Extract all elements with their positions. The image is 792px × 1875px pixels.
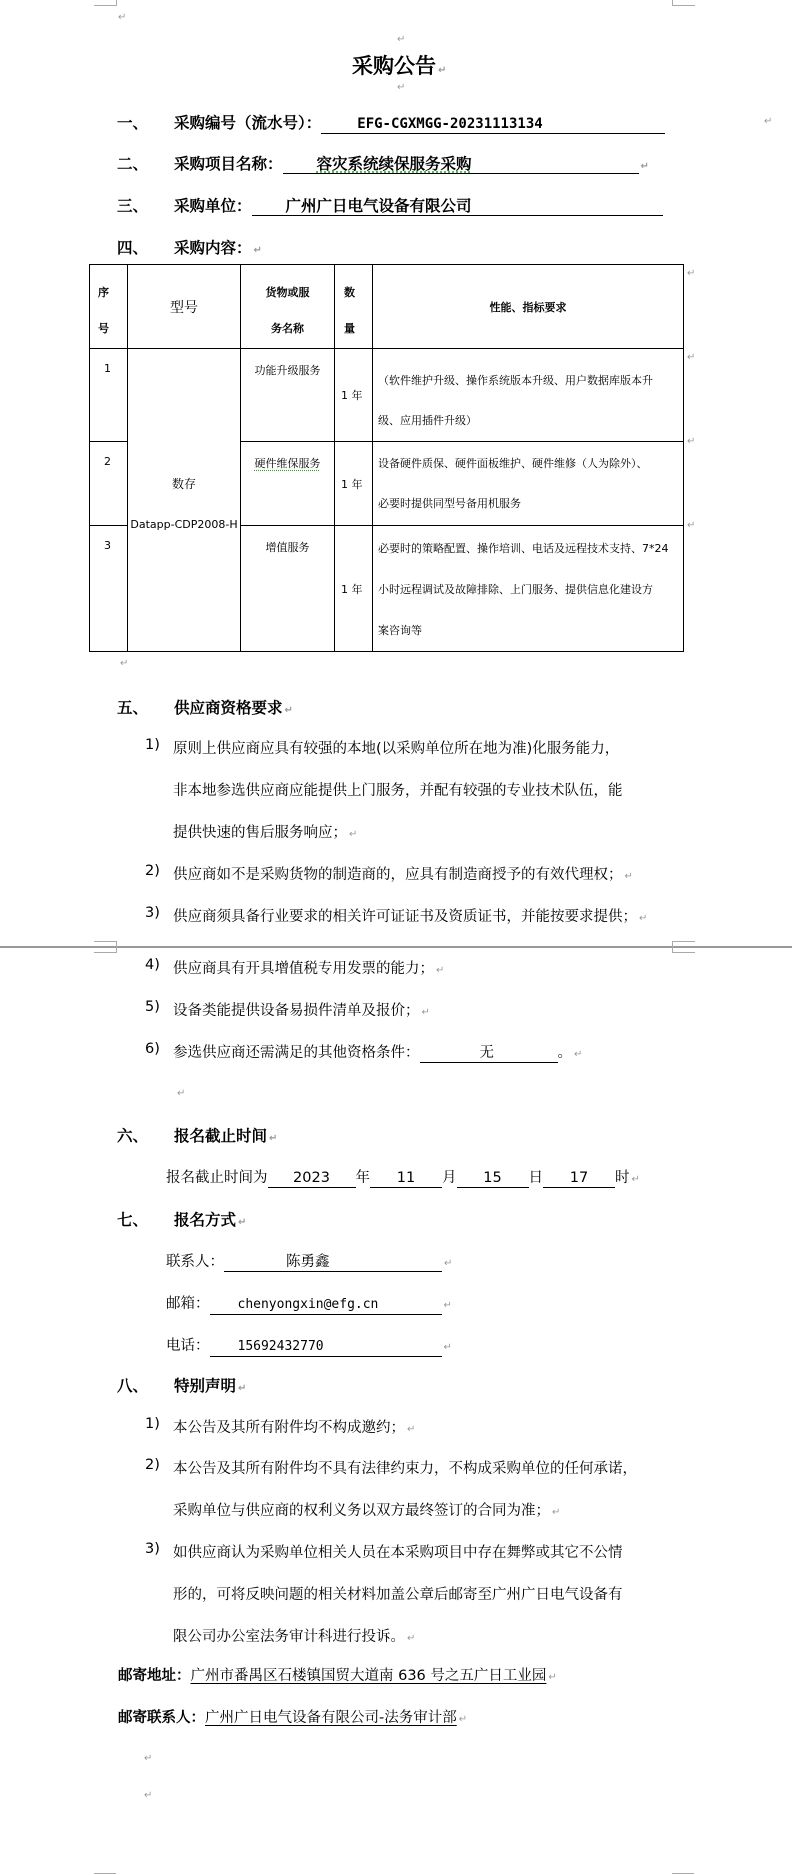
list-text: 本公告及其所有附件均不构成邀约； — [173, 1420, 405, 1436]
paragraph-mark: ↵ — [144, 1790, 153, 1801]
procurement-number-text: EFG-CGXMGG-20231113134 — [357, 116, 543, 132]
contact-person-line — [166, 1250, 452, 1272]
list-text: 采购单位与供应商的权利义务以双方最终签订的合同为准； — [173, 1503, 550, 1519]
list-text: 提供快速的售后服务响应； — [173, 825, 347, 841]
deadline-hour-unit: 时 — [615, 1170, 630, 1186]
paragraph-mark: ↵ — [349, 829, 358, 840]
row-qty — [335, 442, 373, 526]
list-number: 4) — [145, 957, 160, 973]
section-3 — [0, 194, 792, 214]
paragraph-mark: ↵ — [639, 913, 648, 924]
paragraph-mark: ↵ — [421, 1007, 430, 1018]
list-text: 供应商须具备行业要求的相关许可证证书及资质证书，并能按要求提供； — [173, 909, 637, 925]
project-name-label: 采购项目名称： — [174, 154, 283, 173]
list-number: 3) — [145, 905, 160, 921]
paragraph-mark: ↵ — [177, 1088, 186, 1099]
header-name-line2: 务名称 — [271, 322, 304, 335]
table-row — [90, 349, 684, 442]
contact-phone-value — [210, 1338, 442, 1357]
procurement-number-value — [321, 115, 665, 134]
section-label — [174, 111, 665, 134]
row-seq-text: 1 — [104, 362, 111, 375]
section-8 — [0, 1374, 792, 1394]
contact-email-line — [166, 1292, 452, 1315]
list-text: 参选供应商还需满足的其他资格条件： — [173, 1045, 420, 1061]
row-qty-text: 1 年 — [341, 477, 363, 491]
list-text-wrap — [173, 1041, 582, 1063]
section-number: 二、 — [117, 154, 149, 173]
paragraph-mark: ↵ — [574, 1049, 583, 1060]
deadline-day-text: 15 — [483, 1170, 502, 1186]
row-qty — [335, 526, 373, 652]
model-cell — [128, 349, 241, 652]
paragraph-mark: ↵ — [144, 1753, 153, 1764]
paragraph-mark: ↵ — [438, 65, 447, 76]
row-spec-line: 小时远程调试及故障排除、上门服务、提供信息化建设方 — [378, 583, 653, 596]
row-spec-line: 案咨询等 — [378, 624, 422, 637]
row-spec-line: （软件维护升级、操作系统版本升级、用户数据库版本升 — [378, 374, 653, 387]
contact-email-text: chenyongxin@efg.cn — [237, 1297, 379, 1312]
page-corner-mark-top-left — [94, 0, 117, 6]
mail-address-value: 广州市番禺区石楼镇国贸大道南 636 号之五广日工业园 — [190, 1668, 547, 1684]
paragraph-mark: ↵ — [631, 1174, 640, 1185]
list-number: 6) — [145, 1041, 160, 1057]
row-spec — [373, 349, 684, 442]
list-text-wrap — [173, 999, 430, 1020]
list-text-wrap — [173, 1416, 415, 1437]
paragraph-mark: ↵ — [764, 116, 773, 127]
section-6 — [0, 1124, 792, 1144]
deadline-day — [457, 1169, 529, 1188]
deadline-month-unit: 月 — [442, 1170, 457, 1186]
page-corner-mark — [94, 941, 117, 953]
row-spec — [373, 442, 684, 526]
contact-email-value — [210, 1296, 442, 1315]
header-model — [128, 265, 241, 349]
deadline-hour — [543, 1169, 615, 1188]
purchasing-unit-label: 采购单位： — [174, 196, 252, 215]
header-name — [241, 265, 335, 349]
list-text: 原则上供应商应具有较强的本地(以采购单位所在地为准)化服务能力， — [173, 741, 620, 757]
list-text: 如供应商认为采购单位相关人员在本采购项目中存在舞弊或其它不公情 — [173, 1545, 623, 1561]
list-number: 5) — [145, 999, 160, 1015]
section-number: 六、 — [117, 1126, 149, 1145]
paragraph-mark: ↵ — [687, 520, 696, 531]
deadline-year — [268, 1169, 356, 1188]
paragraph-mark: ↵ — [640, 161, 649, 172]
row-name-text: 硬件维保服务 — [254, 457, 321, 470]
list-text-wrap — [173, 863, 633, 884]
list-number: 1) — [145, 1416, 160, 1432]
row-qty-text: 1 年 — [341, 389, 363, 402]
registration-heading: 报名方式 — [174, 1210, 237, 1229]
section-number: 四、 — [117, 238, 149, 257]
paragraph-mark: ↵ — [284, 705, 293, 716]
deadline-month-text: 11 — [396, 1170, 416, 1186]
section-number: 七、 — [117, 1210, 149, 1229]
row-seq-text: 2 — [104, 455, 111, 468]
qualification-heading: 供应商资格要求 — [174, 698, 283, 717]
mail-address-label: 邮寄地址： — [118, 1667, 191, 1684]
header-seq-line2: 号 — [98, 322, 109, 335]
mail-contact-line — [118, 1706, 467, 1727]
paragraph-mark: ↵ — [407, 1424, 416, 1435]
deadline-hour-text: 17 — [569, 1170, 589, 1186]
procurement-table — [89, 264, 684, 652]
section-5 — [0, 696, 792, 716]
header-qty-line1: 数 — [344, 286, 355, 299]
list-text-wrap — [173, 957, 444, 978]
paragraph-mark: ↵ — [436, 965, 445, 976]
mail-contact-value: 广州广日电气设备有限公司-法务审计部 — [205, 1710, 457, 1726]
deadline-line — [166, 1166, 640, 1188]
list-number: 3) — [145, 1541, 160, 1557]
list-text-last — [173, 821, 357, 842]
paragraph-mark: ↵ — [458, 1714, 468, 1725]
row-seq — [90, 442, 128, 526]
deadline-year-text: 2023 — [293, 1170, 330, 1186]
other-conditions-text: 无 — [479, 1045, 494, 1061]
header-qty-line2: 量 — [344, 322, 355, 335]
contact-person-text: 陈勇鑫 — [286, 1254, 330, 1270]
page-corner-mark-top-right — [672, 0, 695, 6]
contact-person-label: 联系人： — [166, 1254, 224, 1270]
row-qty-text: 1 年 — [341, 582, 363, 596]
section-label — [174, 1374, 246, 1396]
section-7 — [0, 1208, 792, 1228]
list-text: 形的，可将反映问题的相关材料加盖公章后邮寄至广州广日电气设备有 — [173, 1587, 623, 1603]
paragraph-mark: ↵ — [269, 1133, 278, 1144]
deadline-prefix: 报名截止时间为 — [166, 1170, 268, 1186]
row-name — [241, 442, 335, 526]
purchasing-unit-text: 广州广日电气设备有限公司 — [285, 196, 472, 215]
paragraph-mark: ↵ — [687, 436, 696, 447]
list-text-last — [173, 1499, 560, 1520]
list-text: 设备类能提供设备易损件清单及报价； — [173, 1003, 420, 1019]
header-name-line1: 货物或服 — [265, 286, 310, 299]
paragraph-mark: ↵ — [238, 1383, 247, 1394]
row-spec-line: 设备硬件质保、硬件面板维护、硬件维修（人为除外）、 — [378, 457, 648, 470]
paragraph-mark: ↵ — [548, 1672, 557, 1683]
other-conditions-value — [420, 1044, 558, 1063]
row-seq-text: 3 — [104, 539, 111, 552]
header-qty — [335, 265, 373, 349]
list-number: 2) — [145, 863, 160, 879]
section-2 — [0, 152, 792, 172]
section-label — [174, 152, 649, 174]
paragraph-mark: ↵ — [407, 1633, 416, 1644]
page-corner-mark-bottom-right — [672, 1873, 694, 1874]
paragraph-mark: ↵ — [118, 12, 127, 23]
purchasing-unit-value — [252, 197, 663, 216]
list-suffix: 。 — [557, 1045, 572, 1061]
list-text-wrap — [173, 905, 647, 926]
model-line1: 数存 — [171, 477, 196, 491]
row-spec — [373, 526, 684, 652]
row-seq — [90, 526, 128, 652]
paragraph-mark: ↵ — [624, 871, 633, 882]
contact-person-value — [224, 1253, 442, 1272]
list-number: 1) — [145, 737, 160, 753]
row-name — [241, 526, 335, 652]
page-corner-mark — [672, 941, 695, 953]
list-text-last — [173, 1625, 415, 1646]
section-label — [174, 1124, 277, 1146]
contact-phone-line — [166, 1334, 452, 1357]
section-number: 五、 — [117, 698, 149, 717]
table-header-row — [90, 265, 684, 349]
list-text: 本公告及其所有附件均不具有法律约束力，不构成采购单位的任何承诺， — [173, 1461, 637, 1477]
contact-email-label: 邮箱： — [166, 1296, 210, 1312]
list-text: 供应商如不是采购货物的制造商的，应具有制造商授予的有效代理权； — [173, 867, 623, 883]
paragraph-mark: ↵ — [253, 245, 262, 256]
section-4 — [0, 236, 792, 256]
header-model-text: 型号 — [170, 299, 198, 316]
project-name-text: 容灾系统续保服务采购 — [316, 154, 472, 173]
contact-phone-text: 15692432770 — [237, 1339, 324, 1354]
list-text: 非本地参选供应商应能提供上门服务，并配有较强的专业技术队伍，能 — [173, 783, 623, 799]
header-seq — [90, 265, 128, 349]
mail-contact-label: 邮寄联系人： — [118, 1709, 205, 1726]
list-text: 供应商具有开具增值税专用发票的能力； — [173, 961, 434, 977]
section-label — [174, 194, 663, 216]
paragraph-mark: ↵ — [120, 658, 129, 669]
paragraph-mark: ↵ — [443, 1300, 452, 1311]
paragraph-mark: ↵ — [687, 352, 696, 363]
paragraph-mark: ↵ — [687, 268, 696, 279]
row-name — [241, 349, 335, 442]
section-label — [174, 696, 293, 718]
paragraph-mark: ↵ — [443, 1342, 452, 1353]
section-number: 三、 — [117, 196, 149, 215]
header-seq-line1: 序 — [98, 286, 109, 299]
title-text: 采购公告 — [352, 53, 436, 78]
deadline-year-unit: 年 — [355, 1170, 370, 1186]
header-spec-text: 性能、指标要求 — [489, 300, 567, 314]
row-spec-line: 必要时的策略配置、操作培训、电话及远程技术支持、7*24 — [378, 542, 669, 555]
row-seq — [90, 349, 128, 442]
list-number: 2) — [145, 1457, 160, 1473]
deadline-heading: 报名截止时间 — [174, 1126, 268, 1145]
row-qty — [335, 349, 373, 442]
header-spec — [373, 265, 684, 349]
contact-phone-label: 电话： — [166, 1338, 210, 1354]
deadline-day-unit: 日 — [528, 1170, 543, 1186]
paragraph-mark: ↵ — [397, 34, 406, 45]
paragraph-mark: ↵ — [238, 1217, 247, 1228]
paragraph-mark: ↵ — [444, 1258, 453, 1269]
section-number: 八、 — [117, 1376, 149, 1395]
project-name-value — [283, 155, 639, 174]
statement-heading: 特别声明 — [174, 1376, 237, 1395]
model-line2: Datapp-CDP2008-H — [130, 518, 238, 531]
section-label — [174, 236, 262, 258]
page-corner-mark-bottom-left — [94, 1873, 116, 1874]
row-spec-line: 级、应用插件升级） — [378, 414, 477, 427]
section-1 — [0, 111, 792, 131]
section-label — [174, 1208, 246, 1230]
procurement-content-label: 采购内容： — [174, 238, 252, 257]
paragraph-mark: ↵ — [397, 82, 406, 93]
list-text: 限公司办公室法务审计科进行投诉。 — [173, 1629, 405, 1645]
procurement-number-label: 采购编号（流水号）： — [174, 113, 322, 132]
row-name-text: 功能升级服务 — [254, 364, 321, 377]
deadline-month — [370, 1169, 442, 1188]
page-title — [352, 50, 446, 80]
section-number: 一、 — [117, 113, 149, 132]
row-name-text: 增值服务 — [265, 541, 310, 554]
mail-address-line — [118, 1664, 557, 1685]
paragraph-mark: ↵ — [552, 1507, 561, 1518]
row-spec-line: 必要时提供同型号备用机服务 — [378, 497, 521, 510]
